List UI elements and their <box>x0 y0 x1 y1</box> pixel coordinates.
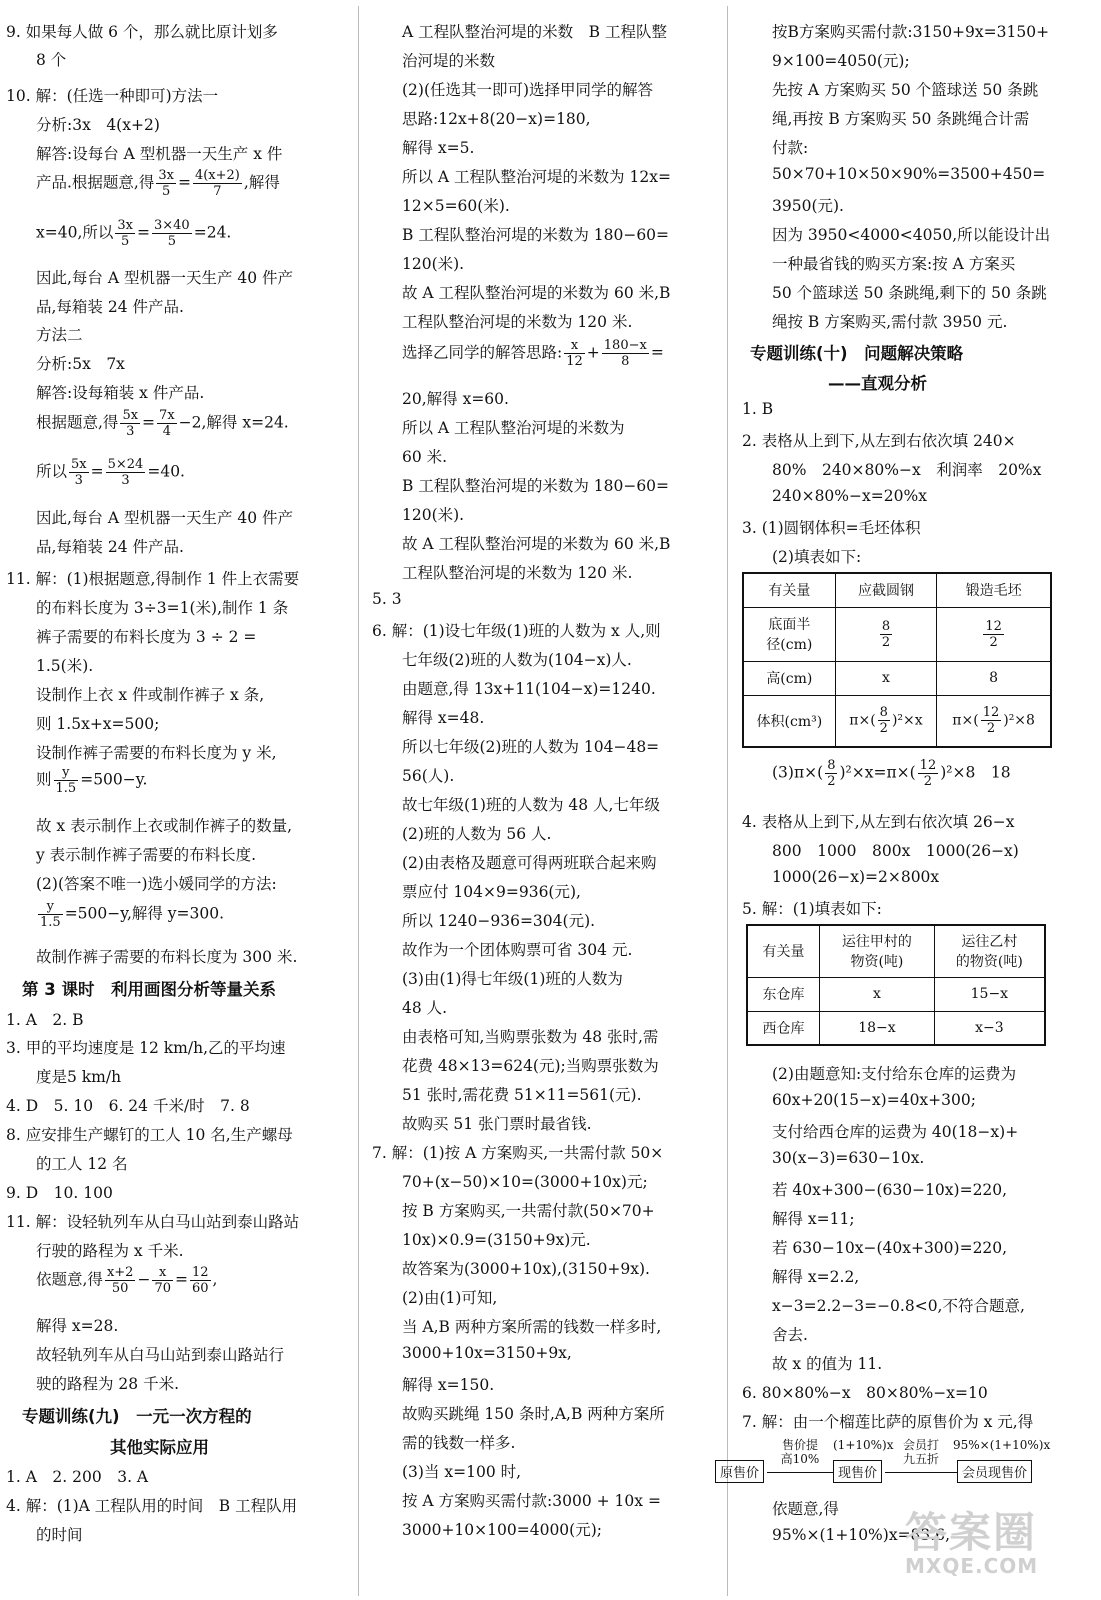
answer-line: 思路:12x+8(20−x)=180, <box>402 110 591 128</box>
answer-line: 按 B 方案购买,一共需付款(50×70+ <box>402 1202 655 1220</box>
equation-line: 产品.根据题意,得 $\frac{3x}{5}$ = $\frac{4(x+2)}{7}$ ,解得 <box>36 168 280 199</box>
table-header: 锻造毛坯 <box>937 573 1051 607</box>
answer-line: 解得 x=2.2, <box>772 1268 860 1286</box>
answer-line: 若 630−10x−(40x+300)=220, <box>772 1239 1008 1257</box>
arrow-line <box>885 1472 957 1473</box>
answer-line: 解得 x=48. <box>402 709 485 727</box>
answer-line: 所以 1240−936=304(元). <box>402 912 596 930</box>
answer-line: 240×80%−x=20%x <box>772 487 927 505</box>
section-heading: 第 3 课时 利用画图分析等量关系 <box>22 980 276 999</box>
answer-line: 6. 80×80%−x 80×80%−x=10 <box>742 1384 988 1402</box>
answer-line: 票应付 104×9=936(元), <box>402 883 581 901</box>
table-header: 运往乙村 的物资(吨) <box>934 925 1045 977</box>
box-current-price: 现售价 <box>833 1460 882 1483</box>
table-cell: $\frac{12}{2}$ <box>937 607 1051 661</box>
equation-line: 根据题意,得 $\frac{5x}{3}$ = $\frac{7x}{4}$ −2,解得 x=24. <box>36 408 289 439</box>
answer-line: 9. 如果每人做 6 个，那么就比原计划多 <box>6 23 278 41</box>
answer-line: 支付给西仓库的运费为 40(18−x)+ <box>772 1123 1019 1141</box>
answer-line: A 工程队整治河堤的米数 B 工程队整 <box>402 23 667 41</box>
answer-line: 故七年级(1)班的人数为 48 人,七年级 <box>402 796 660 814</box>
table-header: 有关量 <box>747 925 820 977</box>
answer-line: 解答:设每台 A 型机器一天生产 x 件 <box>36 145 283 163</box>
answer-line: 解得 x=150. <box>402 1376 495 1394</box>
answer-line: 由题意,得 13x+11(104−x)=1240. <box>402 680 656 698</box>
column-divider <box>358 6 359 1596</box>
answer-line: 9. D 10. 100 <box>6 1184 113 1202</box>
answer-line: (3)当 x=100 时, <box>402 1463 522 1481</box>
answer-line: 付款: <box>772 139 809 157</box>
answer-line: 由表格可知,当购票张数为 48 张时,需 <box>402 1028 659 1046</box>
answer-line: (3)由(1)得七年级(1)班的人数为 <box>402 970 623 988</box>
box-original-price: 原售价 <box>715 1460 764 1483</box>
answer-line: 解得 x=28. <box>36 1317 119 1335</box>
answer-line: 故制作裤子需要的布料长度为 300 米. <box>36 948 298 966</box>
answer-line: 所以 A 工程队整治河堤的米数为 <box>402 419 625 437</box>
answer-line: 治河堤的米数 <box>402 52 496 70</box>
table-header: 运往甲村的 物资(吨) <box>820 925 935 977</box>
answer-line: 11. 解：(1)根据题意,得制作 1 件上衣需要 <box>6 570 300 588</box>
answer-line: 50 个篮球送 50 条跳绳,剩下的 50 条跳 <box>772 284 1047 302</box>
answer-line: y 表示制作裤子需要的布料长度. <box>36 846 257 864</box>
table-cell: x−3 <box>934 1011 1045 1045</box>
answer-line: 按 A 方案购买需付款:3000 + 10x = <box>402 1492 661 1510</box>
answer-line: 9×100=4050(元); <box>772 52 910 70</box>
answer-line: 故作为一个团体购票可省 304 元. <box>402 941 633 959</box>
table-row <box>743 661 1051 695</box>
table-cell: 8 <box>937 661 1051 695</box>
answer-line: 解答:设每箱装 x 件产品. <box>36 384 205 402</box>
answer-line: 解得 x=5. <box>402 139 475 157</box>
answer-line: 绳,再按 B 方案购买 50 条跳绳合计需 <box>772 110 1030 128</box>
answer-line: 56(人). <box>402 767 455 785</box>
answer-line: 4. D 5. 10 6. 24 千米/时 7. 8 <box>6 1097 250 1115</box>
table-cell: $\frac{8}{2}$ <box>835 607 937 661</box>
answer-line: 当 A,B 两种方案所需的钱数一样多时, <box>402 1318 662 1336</box>
answer-line: 3950(元). <box>772 197 844 215</box>
answer-line: 3000+10×100=4000(元); <box>402 1521 602 1539</box>
answer-line: (2)由题意知:支付给东仓库的运费为 <box>772 1065 1017 1083</box>
table-header-row <box>743 573 1051 607</box>
table-cell: 底面半 径(cm) <box>743 607 835 661</box>
answer-line: 度是5 km/h <box>36 1068 122 1086</box>
answer-line: 故 A 工程队整治河堤的米数为 60 米,B <box>402 535 671 553</box>
answer-line: 故轻轨列车从白马山站到泰山路站行 <box>36 1346 285 1364</box>
answer-line: 800 1000 800x 1000(26−x) <box>772 842 1019 860</box>
answer-line: 3. 甲的平均速度是 12 km/h,乙的平均速 <box>6 1039 286 1057</box>
answer-line: 5. 3 <box>372 590 402 608</box>
answer-line: 所以 A 工程队整治河堤的米数为 12x= <box>402 168 671 186</box>
answer-line: 10x)×0.9=(3150+9x)元. <box>402 1231 591 1249</box>
answer-line: 品,每箱装 24 件产品. <box>36 538 184 556</box>
table-cell: 18−x <box>820 1011 935 1045</box>
equation-line: 依题意,得 $\frac{x+2}{50}$ − $\frac{x}{70}$ = $\frac{12}{60}$ , <box>36 1265 218 1296</box>
answer-line: 48 人. <box>402 999 448 1017</box>
answer-line: (2)(任选其一即可)选择甲同学的解答 <box>402 81 654 99</box>
section-heading: 专题训练(十) 问题解决策略 <box>750 344 964 363</box>
table-header: 有关量 <box>743 573 835 607</box>
table-cell: π×( $\frac{8}{2}$ )²×x <box>835 695 937 747</box>
table-warehouse <box>746 924 1046 1046</box>
section-heading: 专题训练(九) 一元一次方程的 <box>22 1407 252 1426</box>
answer-line: 7. 解：(1)按 A 方案购买,一共需付款 50× <box>372 1144 664 1162</box>
answer-line: 120(米). <box>402 255 465 273</box>
equation-line: x=40,所以 $\frac{3x}{5}$ = $\frac{3\times 40}{5}$ =24. <box>36 218 232 249</box>
answer-line: 按B方案购买需付款:3150+9x=3150+ <box>772 23 1050 41</box>
answer-line: (2)班的人数为 56 人. <box>402 825 552 843</box>
answer-line: 若 40x+300−(630−10x)=220, <box>772 1181 1008 1199</box>
equation-line: $\frac{y}{1.5}$ =500−y,解得 y=300. <box>40 899 225 930</box>
answer-line: 故答案为(3000+10x),(3150+9x). <box>402 1260 650 1278</box>
table-cell: 高(cm) <box>743 661 835 695</box>
table-cell: π×( $\frac{12}{2}$ )²×8 <box>937 695 1051 747</box>
box-member-price: 会员现售价 <box>957 1460 1032 1483</box>
answer-line: 七年级(2)班的人数为(104−x)人. <box>402 651 632 669</box>
answer-line: (2)(答案不唯一)选小媛同学的方法: <box>36 875 277 893</box>
answer-line: 工程队整治河堤的米数为 120 米. <box>402 313 633 331</box>
answer-line: (2)由(1)可知, <box>402 1289 498 1307</box>
answer-line: 51 张时,需花费 51×11=561(元). <box>402 1086 642 1104</box>
answer-line: 所以七年级(2)班的人数为 104−48= <box>402 738 660 756</box>
answer-line: 故 x 的值为 11. <box>772 1355 883 1373</box>
answer-line: (2)由表格及题意可得两班联合起来购 <box>402 854 657 872</box>
answer-line: 裤子需要的布料长度为 3 ÷ 2 = <box>36 628 257 646</box>
watermark-text: 答案圈 <box>905 1508 1038 1557</box>
answer-line: 60 米. <box>402 448 448 466</box>
answer-line: 1.5(米). <box>36 657 94 675</box>
answer-line: 因此,每台 A 型机器一天生产 40 件产 <box>36 269 294 287</box>
answer-line: 的布料长度为 3÷3=1(米),制作 1 条 <box>36 599 289 617</box>
arrow-label: 会员打 九五折 <box>902 1438 939 1466</box>
section-heading: 其他实际应用 <box>110 1438 209 1457</box>
answer-line: 6. 解：(1)设七年级(1)班的人数为 x 人,则 <box>372 622 661 640</box>
answer-line: 60x+20(15−x)=40x+300; <box>772 1091 976 1109</box>
answer-line: 3. (1)圆钢体积=毛坯体积 <box>742 519 921 537</box>
equation-line: 所以 $\frac{5x}{3}$ = $\frac{5\times 24}{3}$ =40. <box>36 457 185 488</box>
watermark-logo <box>895 1500 1095 1595</box>
answer-line: 11. 解：设轻轨列车从白马山站到泰山路站 <box>6 1213 300 1231</box>
answer-line: x−3=2.2−3=−0.8<0,不符合题意, <box>772 1297 1025 1315</box>
column-divider <box>727 6 728 1596</box>
answer-line: 分析:5x 7x <box>36 355 125 373</box>
answer-line: 因此,每台 A 型机器一天生产 40 件产 <box>36 509 294 527</box>
answer-line: 一种最省钱的购买方案:按 A 方案买 <box>772 255 1016 273</box>
table-header-row <box>747 925 1045 977</box>
answer-line: 12×5=60(米). <box>402 197 510 215</box>
table-row <box>743 607 1051 661</box>
answer-line: 故 x 表示制作上衣或制作裤子的数量, <box>36 817 293 835</box>
answer-line: 120(米). <box>402 506 465 524</box>
answer-line: 70+(x−50)×10=(3000+10x)元; <box>402 1173 648 1191</box>
answer-line: 95%×(1+10%)x=83.6, <box>772 1526 951 1544</box>
answer-line: 10. 解：(任选一种即可)方法一 <box>6 87 219 105</box>
table-row <box>747 1011 1045 1045</box>
answer-line: 30(x−3)=630−10x. <box>772 1149 925 1167</box>
table-cell: 东仓库 <box>747 977 820 1011</box>
table-header: 应截圆钢 <box>835 573 937 607</box>
answer-line: 设制作上衣 x 件或制作裤子 x 条, <box>36 686 265 704</box>
equation-line: 选择乙同学的解答思路: $\frac{x}{12}$ + $\frac{180-x}{8}$ = <box>402 338 664 369</box>
table-steel-volume <box>742 572 1052 748</box>
table-cell: 体积(cm³) <box>743 695 835 747</box>
answer-line: 8 个 <box>36 51 67 69</box>
answer-line: 20,解得 x=60. <box>402 390 509 408</box>
answer-line: 工程队整治河堤的米数为 120 米. <box>402 564 633 582</box>
table-row <box>743 695 1051 747</box>
answer-line: B 工程队整治河堤的米数为 180−60= <box>402 226 670 244</box>
answer-line: 4. 解：(1)A 工程队用的时间 B 工程队用 <box>6 1497 298 1515</box>
arrow-line <box>767 1472 833 1473</box>
answer-line: 依题意,得 <box>772 1500 839 1518</box>
equation-line: 则 $\frac{y}{1.5}$ =500−y. <box>36 765 148 796</box>
answer-line: 则 1.5x+x=500; <box>36 715 160 733</box>
answer-line: 先按 A 方案购买 50 个篮球送 50 条跳 <box>772 81 1039 99</box>
answer-line: 故 A 工程队整治河堤的米数为 60 米,B <box>402 284 671 302</box>
answer-line: 设制作裤子需要的布料长度为 y 米, <box>36 744 277 762</box>
answer-line: 1. B <box>742 400 774 418</box>
answer-line: 的工人 12 名 <box>36 1155 128 1173</box>
table-cell: x <box>820 977 935 1011</box>
table-cell: x <box>835 661 937 695</box>
answer-line: 3000+10x=3150+9x, <box>402 1344 572 1362</box>
section-heading: ——直观分析 <box>828 374 927 393</box>
answer-line: 2. 表格从上到下,从左到右依次填 240× <box>742 432 1016 450</box>
answer-line: 7. 解：由一个榴莲比萨的原售价为 x 元,得 <box>742 1413 1034 1431</box>
answer-line: 8. 应安排生产螺钉的工人 10 名,生产螺母 <box>6 1126 293 1144</box>
answer-line: 行驶的路程为 x 千米. <box>36 1242 184 1260</box>
table-cell: 西仓库 <box>747 1011 820 1045</box>
answer-line: 的时间 <box>36 1526 83 1544</box>
answer-line: 需的钱数一样多. <box>402 1434 516 1452</box>
answer-line: 1. A 2. 200 3. A <box>6 1468 149 1486</box>
answer-line: B 工程队整治河堤的米数为 180−60= <box>402 477 670 495</box>
answer-line: 故购买跳绳 150 条时,A,B 两种方案所 <box>402 1405 665 1423</box>
table-row <box>747 977 1045 1011</box>
answer-line: 4. 表格从上到下,从左到右依次填 26−x <box>742 813 1015 831</box>
equation-line: (3)π×( $\frac{8}{2}$ )²×x=π×( $\frac{12}{2}$ )²×8 18 <box>772 758 1011 789</box>
watermark-url: MXQE.COM <box>905 1554 1039 1578</box>
answer-line: 解得 x=11; <box>772 1210 855 1228</box>
answer-line: 1. A 2. B <box>6 1011 84 1029</box>
answer-line: 故购买 51 张门票时最省钱. <box>402 1115 592 1133</box>
arrow-label: 售价提 高10% <box>780 1438 820 1466</box>
expression-label: (1+10%)x <box>833 1438 894 1452</box>
answer-line: 分析:3x 4(x+2) <box>36 116 160 134</box>
answer-line: 80% 240×80%−x 利润率 20%x <box>772 461 1042 479</box>
answer-line: 舍去. <box>772 1326 808 1344</box>
expression-label: 95%×(1+10%)x <box>953 1438 1051 1452</box>
table-cell: 15−x <box>934 977 1045 1011</box>
answer-line: 1000(26−x)=2×800x <box>772 868 940 886</box>
answer-line: 5. 解：(1)填表如下: <box>742 900 882 918</box>
answer-line: 50×70+10×50×90%=3500+450= <box>772 165 1046 183</box>
answer-line: 方法二 <box>36 326 83 344</box>
answer-line: 因为 3950<4000<4050,所以能设计出 <box>772 226 1051 244</box>
answer-line: (2)填表如下: <box>772 548 862 566</box>
answer-line: 品,每箱装 24 件产品. <box>36 298 184 316</box>
answer-line: 花费 48×13=624(元);当购票张数为 <box>402 1057 659 1075</box>
answer-line: 驶的路程为 28 千米. <box>36 1375 180 1393</box>
answer-line: 绳按 B 方案购买,需付款 3950 元. <box>772 313 1008 331</box>
